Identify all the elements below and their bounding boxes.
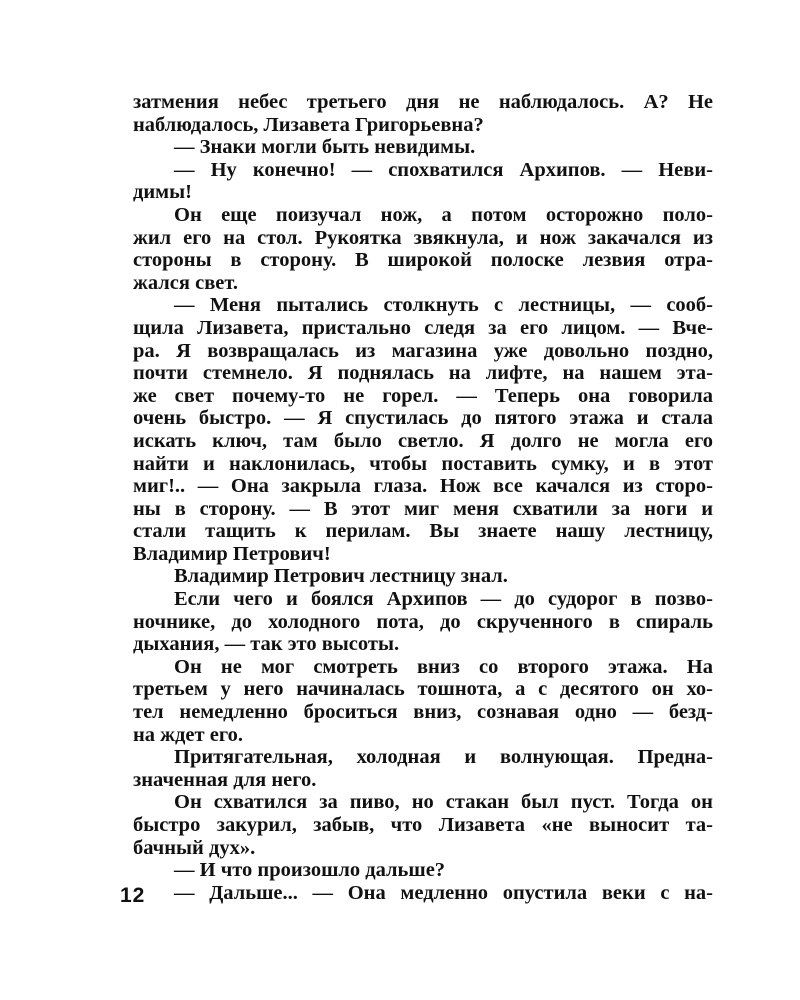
text-line: Он еще поизучал нож, а потом осторожно поло-	[174, 203, 713, 226]
text-line: — Знаки могли быть невидимы.	[174, 136, 476, 159]
text-line: почти стемнело. Я поднялась на лифте, на нашем эта-	[133, 362, 713, 385]
text-line: быстро закурил, забыв, что Лизавета «не выносит та-	[133, 814, 713, 836]
text-line: затмения небес третьего дня не наблюдалось. А? Не	[133, 91, 713, 113]
page-number: 12	[120, 884, 146, 907]
text-line: Владимир Петрович!	[133, 542, 331, 565]
text-line: миг!.. — Она закрыла глаза. Нож все качался из сторо-	[133, 475, 713, 498]
text-line: — Дальше... — Она медленно опустила веки с на-	[174, 881, 713, 904]
text-line: щила Лизавета, пристально следя за его лицом. — Вче-	[133, 316, 713, 339]
text-line: димы!	[133, 181, 192, 204]
text-line: ночнике, до холодного пота, до скрученного в спираль	[133, 610, 713, 633]
text-line: значенная для него.	[133, 768, 317, 791]
text-line: найти и наклонилась, чтобы поставить сумку, и в этот	[133, 452, 713, 475]
body-text	[133, 91, 713, 904]
text-line: — И что произошло дальше?	[174, 859, 446, 882]
text-line: Если чего и боялся Архипов — до судорог в позво-	[174, 588, 713, 611]
text-line: же свет почему-то не горел. — Теперь она говорила	[133, 384, 713, 407]
text-line: очень быстро. — Я спустилась до пятого этажа и стала	[133, 407, 713, 430]
text-line: стали тащить к перилам. Вы знаете нашу лестницу,	[133, 520, 713, 543]
text-line: Он схватился за пиво, но стакан был пуст. Тогда он	[174, 791, 713, 814]
text-line: Притягательная, холодная и волнующая. Предна-	[174, 746, 713, 769]
text-line: Владимир Петрович лестницу знал.	[174, 565, 508, 588]
text-line: на ждет его.	[133, 723, 243, 746]
text-line: — Ну конечно! — спохватился Архипов. — Неви-	[174, 158, 713, 181]
text-line: жался свет.	[133, 271, 239, 294]
text-line: — Меня пытались столкнуть с лестницы, — сооб-	[174, 294, 713, 317]
text-line: ра. Я возвращалась из магазина уже довольно поздно,	[133, 339, 713, 362]
text-line: жил его на стол. Рукоятка звякнула, и нож закачался из	[133, 226, 713, 249]
text-line: дыхания, — так это высоты.	[133, 633, 400, 656]
text-line: третьем у него начиналась тошнота, а с десятого он хо-	[133, 678, 713, 701]
text-line: искать ключ, там было светло. Я долго не могла его	[133, 429, 713, 452]
text-line: стороны в сторону. В широкой полоске лезвия отра-	[133, 249, 713, 272]
text-line: наблюдалось, Лизавета Григорьевна?	[133, 113, 484, 136]
text-line: бачный дух».	[133, 836, 256, 859]
text-line: тел немедленно броситься вниз, сознавая одно — безд-	[133, 701, 713, 724]
text-line: Он не мог смотреть вниз со второго этажа. На	[174, 655, 713, 678]
text-line: ны в сторону. — В этот миг меня схватили за ноги и	[133, 497, 713, 520]
